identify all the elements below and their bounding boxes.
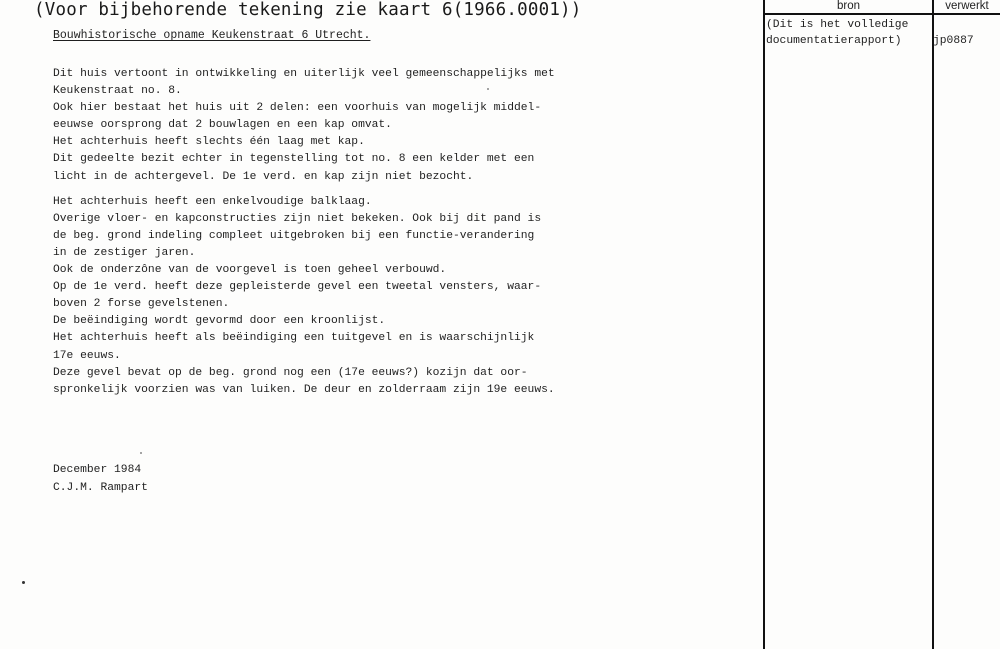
text-line: Het achterhuis heeft een enkelvoudige balklaag. xyxy=(53,195,372,208)
text-line: boven 2 forse gevelstenen. xyxy=(53,298,230,311)
scan-speck xyxy=(140,452,142,454)
scan-speck xyxy=(487,88,489,90)
text-line: de beg. grond indeling compleet uitgebroken bij een functie-verandering xyxy=(53,229,535,242)
text-line: Op de 1e verd. heeft deze gepleisterde gevel een tweetal vensters, waar- xyxy=(53,281,542,294)
document-date: December 1984 xyxy=(53,464,142,476)
column-header-verwerkt: verwerkt xyxy=(945,0,989,12)
bron-line: (Dit is het volledige xyxy=(766,19,909,31)
text-line: Dit huis vertoont in ontwikkeling en uiterlijk veel gemeenschappelijks met xyxy=(53,68,555,80)
scan-speck xyxy=(22,581,25,584)
table-header-rule xyxy=(763,13,1000,15)
paragraph-1 xyxy=(53,66,743,186)
text-line: Ook hier bestaat het huis uit 2 delen: een voorhuis van mogelijk middel- xyxy=(53,102,542,115)
source-table xyxy=(763,0,1000,649)
text-line: Ook de onderzône van de voorgevel is toen geheel verbouwd. xyxy=(53,264,447,277)
text-line: in de zestiger jaren. xyxy=(53,246,196,259)
text-line: licht in de achtergevel. De 1e verd. en kap zijn niet bezocht. xyxy=(53,170,474,183)
text-line: Het achterhuis heeft slechts één laag met kap. xyxy=(53,136,365,149)
text-line: Dit gedeelte bezit echter in tegenstelling tot no. 8 een kelder met een xyxy=(53,153,535,166)
text-line: Keukenstraat no. 8. xyxy=(53,85,182,98)
text-line: De beëindiging wordt gevormd door een kroonlijst. xyxy=(53,315,386,328)
bron-cell xyxy=(766,17,908,49)
text-line: Overige vloer- en kapconstructies zijn niet bekeken. Ook bij dit pand is xyxy=(53,212,542,225)
text-line: eeuwse oorsprong dat 2 bouwlagen en een kap omvat. xyxy=(53,119,392,132)
paragraph-gap xyxy=(53,186,743,194)
text-line: spronkelijk voorzien was van luiken. De deur en zolderraam zijn 19e eeuws. xyxy=(53,383,555,396)
document-author: C.J.M. Rampart xyxy=(53,482,148,494)
document-body xyxy=(53,66,743,399)
table-column-divider xyxy=(932,0,934,649)
bron-line: documentatierapport) xyxy=(766,35,902,47)
paragraph-2 xyxy=(53,194,743,399)
verwerkt-cell: jp0887 xyxy=(933,35,974,47)
document-title: Bouwhistorische opname Keukenstraat 6 Utrecht. xyxy=(53,29,371,42)
signature-block xyxy=(53,461,148,497)
text-line: Deze gevel bevat op de beg. grond nog een (17e eeuws?) kozijn dat oor- xyxy=(53,366,528,379)
table-border-left xyxy=(763,0,765,649)
text-line: Het achterhuis heeft als beëindiging een tuitgevel en is waarschijnlijk xyxy=(53,332,535,345)
drawing-reference-note: (Voor bijbehorende tekening zie kaart 6(1966.0001)) xyxy=(34,0,582,20)
column-header-bron: bron xyxy=(836,0,861,12)
text-line: 17e eeuws. xyxy=(53,349,121,362)
